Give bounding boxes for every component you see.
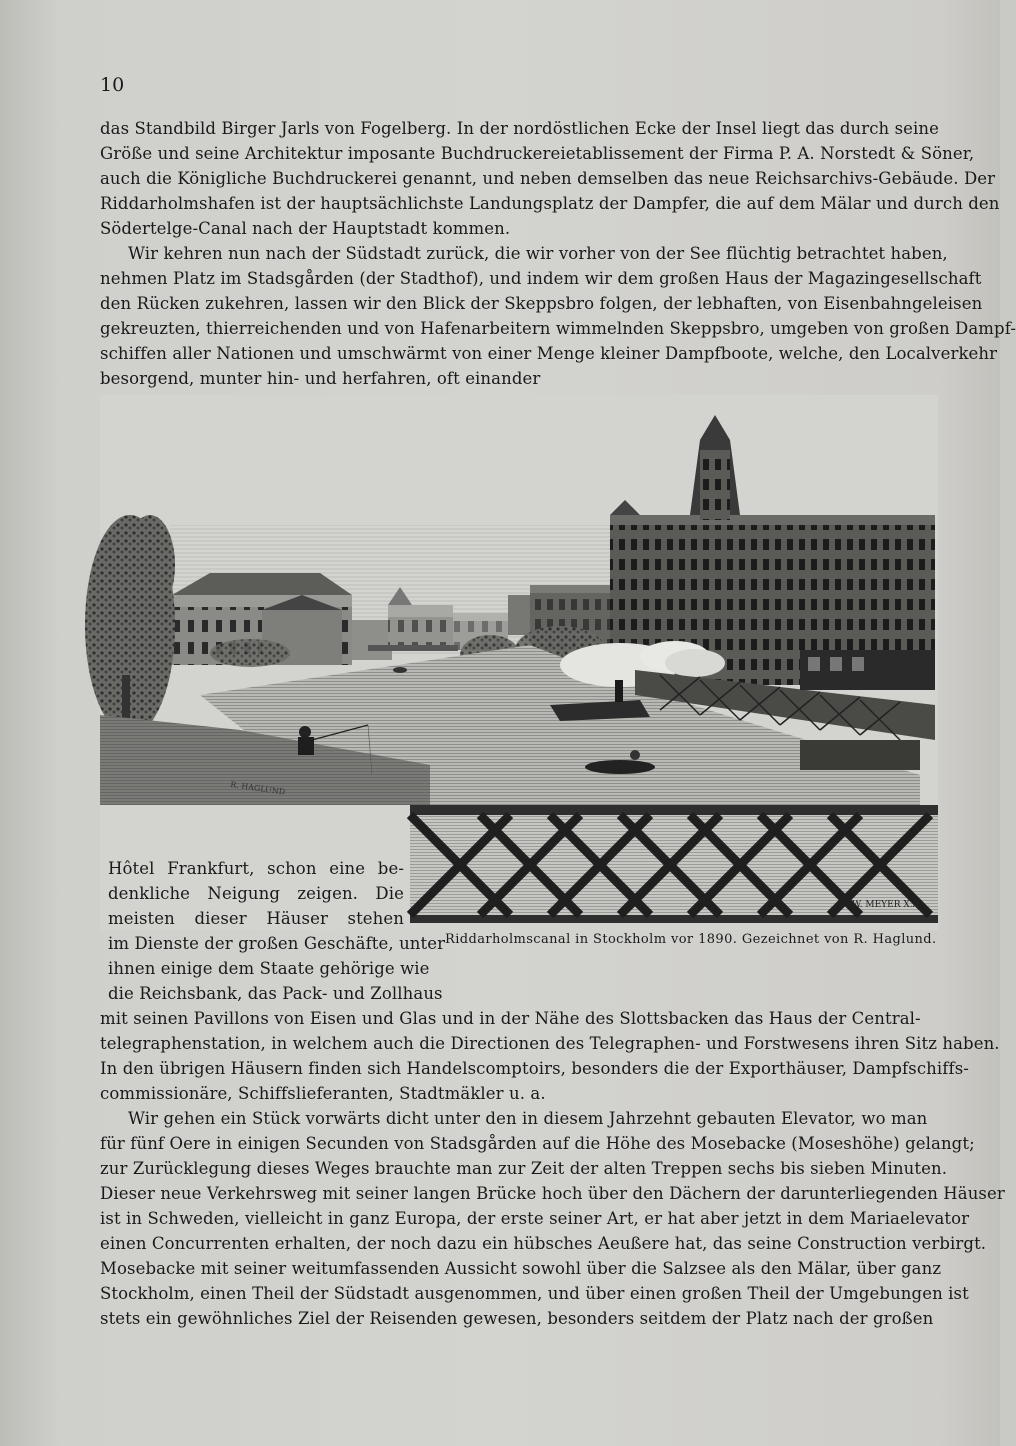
engraver-signature-right: W. MEYER X.A. (852, 900, 922, 910)
text-line: Hôtel Frankfurt, schon eine be- (108, 859, 404, 878)
text-line: im Dienste der großen Geschäfte, unter (108, 934, 446, 953)
page-number: 10 (100, 74, 125, 96)
text-line: auch die Königliche Buchdruckerei genannt, und neben demselben das neue Reichsarchivs-Gebäude. Der (100, 169, 996, 188)
text-line: Dieser neue Verkehrsweg mit seiner langen Brücke hoch über den Dächern der darunterliegenden Häuser (100, 1184, 1005, 1203)
text-line: ihnen einige dem Staate gehörige wie (108, 959, 430, 978)
text-line: Riddarholmshafen ist der hauptsächlichste Landungsplatz der Dampfer, die auf dem Mälar und durch den (100, 194, 1000, 213)
engraving-illustration (100, 395, 938, 930)
engraving-riddarholmscanal (100, 395, 938, 930)
figure-caption: Riddarholmscanal in Stockholm vor 1890. Gezeichnet von R. Haglund. (445, 932, 937, 947)
text-line: Größe und seine Architektur imposante Buchdruckereietablissement der Firma P. A. Norstedt & Söner, (100, 144, 975, 163)
text-line: den Rücken zukehren, lassen wir den Blick der Skeppsbro folgen, der lebhaften, von Eisenbahngeleisen (100, 294, 983, 313)
text-line: besorgend, munter hin- und herfahren, oft einander (100, 369, 541, 388)
text-line: Stockholm, einen Theil der Südstadt ausgenommen, und über einen großen Theil der Umgebungen ist (100, 1284, 969, 1303)
text-line: meisten dieser Häuser stehen (108, 909, 404, 928)
text-line: In den übrigen Häusern finden sich Handelscomptoirs, besonders die der Exporthäuser, Dampfschiffs- (100, 1059, 969, 1078)
text-line: für fünf Oere in einigen Secunden von Stadsgården auf die Höhe des Mosebacke (Moseshöhe) gelangt; (100, 1134, 975, 1153)
small-boat (393, 667, 407, 673)
text-line: schiffen aller Nationen und umschwärmt von einer Menge kleiner Dampfboote, welche, den Localverkehr (100, 344, 998, 363)
text-line: Wir gehen ein Stück vorwärts dicht unter den in diesem Jahrzehnt gebauten Elevator, wo man (128, 1109, 928, 1128)
text-line: denkliche Neigung zeigen. Die (108, 884, 404, 903)
text-line: Wir kehren nun nach der Südstadt zurück, die wir vorher von der See flüchtig betrachtet haben, (128, 244, 948, 263)
text-line: commissionäre, Schiffslieferanten, Stadtmäkler u. a. (100, 1084, 546, 1103)
text-line: nehmen Platz im Stadsgården (der Stadthof), und indem wir dem großen Haus der Magazingesellschaft (100, 269, 982, 288)
text-line: Mosebacke mit seiner weitumfassenden Aussicht sowohl über die Salzsee als den Mälar, über ganz (100, 1259, 942, 1278)
text-line: einen Concurrenten erhalten, der noch dazu ein hübsches Aeußere hat, das seine Construction verbirgt. (100, 1234, 987, 1253)
text-line: zur Zurücklegung dieses Weges brauchte man zur Zeit der alten Treppen sechs bis sieben Minuten. (100, 1159, 948, 1178)
foreground-railing (410, 805, 938, 923)
text-line: die Reichsbank, das Pack- und Zollhaus (108, 984, 443, 1003)
text-line: Södertelge-Canal nach der Hauptstadt kommen. (100, 219, 511, 238)
text-line: mit seinen Pavillons von Eisen und Glas und in der Nähe des Slottsbacken das Haus der Central- (100, 1009, 921, 1028)
text-line: telegraphenstation, in welchem auch die Directionen des Telegraphen- und Forstwesens ihren Sitz haben. (100, 1034, 1000, 1053)
distant-bridge (368, 645, 458, 651)
text-line: gekreuzten, thierreichenden und von Hafenarbeitern wimmelnden Skeppsbro, umgeben von großen Dampf- (100, 319, 1016, 338)
text-line: das Standbild Birger Jarls von Fogelberg. In der nordöstlichen Ecke der Insel liegt das durch seine (100, 119, 940, 138)
text-line: ist in Schweden, vielleicht in ganz Europa, der erste seiner Art, er hat aber jetzt in dem Mariaelevator (100, 1209, 970, 1228)
text-line: stets ein gewöhnliches Ziel der Reisenden gewesen, besonders seitdem der Platz nach der großen (100, 1309, 934, 1328)
artist-signature-left: R. HAGLUND (229, 780, 286, 797)
